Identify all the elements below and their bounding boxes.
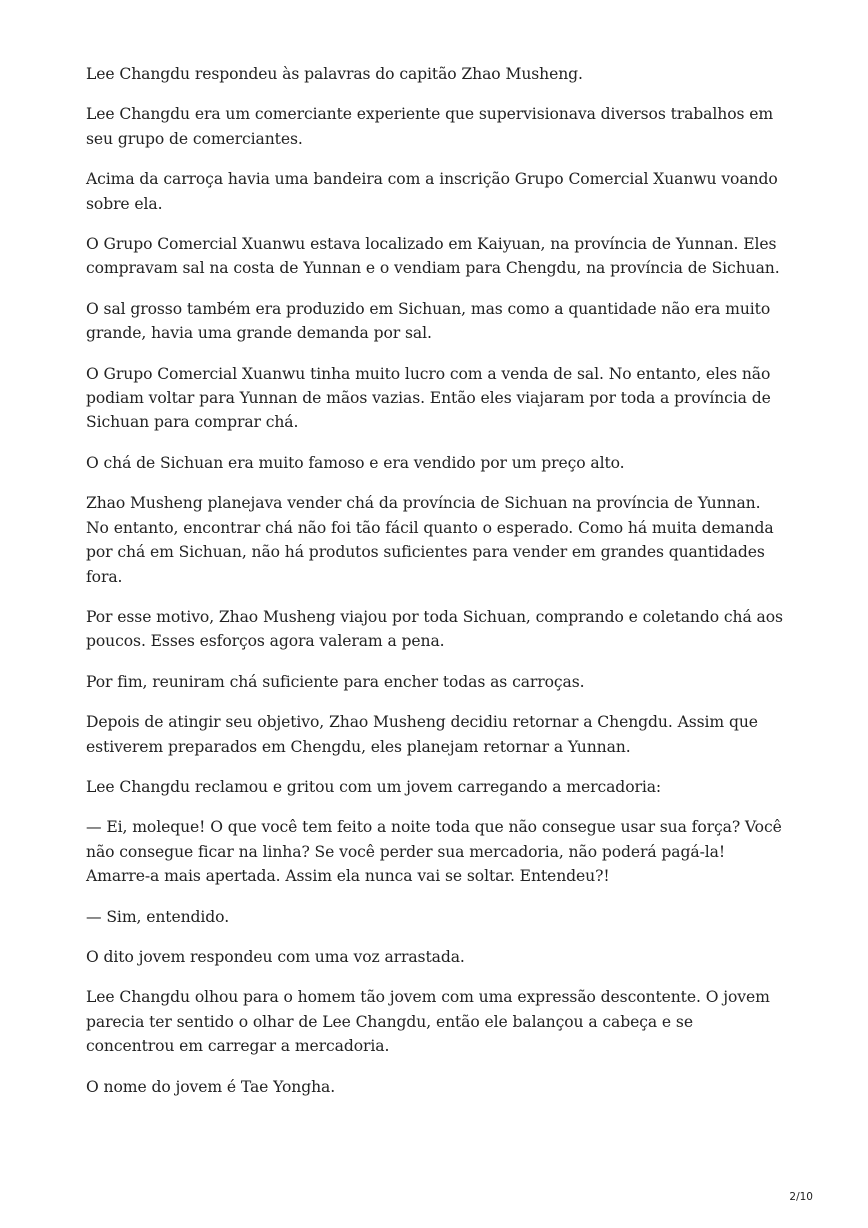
paragraph: Por fim, reuniram chá suficiente para encher todas as carroças.	[86, 672, 585, 691]
page-number: 2/10	[789, 1191, 813, 1203]
paragraph: O Grupo Comercial Xuanwu estava localizado em Kaiyuan, na província de Yunnan. Eles compravam sal na costa de Yunnan e o vendiam para Chengdu, na província de Sichuan.	[86, 235, 780, 278]
paragraph: Lee Changdu respondeu às palavras do capitão Zhao Musheng.	[86, 65, 583, 83]
paragraph: O dito jovem respondeu com uma voz arrastada.	[86, 947, 465, 966]
paragraph: Acima da carroça havia uma bandeira com a inscrição Grupo Comercial Xuanwu voando sobre ela.	[86, 170, 778, 213]
paragraph: Depois de atingir seu objetivo, Zhao Musheng decidiu retornar a Chengdu. Assim que estiverem preparados em Chengdu, eles planejam retornar a Yunnan.	[86, 713, 758, 756]
paragraph: Lee Changdu era um comerciante experiente que supervisionava diversos trabalhos em seu grupo de comerciantes.	[86, 105, 774, 148]
paragraph: O Grupo Comercial Xuanwu tinha muito lucro com a venda de sal. No entanto, eles não podiam voltar para Yunnan de mãos vazias. Então eles viajaram por toda a província de Sichuan para comprar chá.	[86, 364, 771, 432]
paragraph: O chá de Sichuan era muito famoso e era vendido por um preço alto.	[86, 453, 625, 472]
document-body	[86, 62, 786, 1115]
paragraph: Lee Changdu olhou para o homem tão jovem com uma expressão descontente. O jovem parecia ter sentido o olhar de Lee Changdu, então ele balançou a cabeça e se concentrou em carregar a mercadoria.	[86, 988, 770, 1056]
paragraph: — Ei, moleque! O que você tem feito a noite toda que não consegue usar sua força? Você não consegue ficar na linha? Se você perder sua mercadoria, não poderá pagá-la! Amarre-a mais apertada. Assim ela nunca vai se soltar. Entendeu?!	[86, 818, 782, 886]
paragraph: — Sim, entendido.	[86, 907, 230, 926]
paragraph: O sal grosso também era produzido em Sichuan, mas como a quantidade não era muito grande, havia uma grande demanda por sal.	[86, 299, 771, 343]
paragraph: Por esse motivo, Zhao Musheng viajou por toda Sichuan, comprando e coletando chá aos poucos. Esses esforços agora valeram a pena.	[86, 607, 783, 651]
paragraph: Lee Changdu reclamou e gritou com um jovem carregando a mercadoria:	[86, 777, 662, 796]
paragraph: O nome do jovem é Tae Yongha.	[86, 1077, 336, 1096]
paragraph: Zhao Musheng planejava vender chá da província de Sichuan na província de Yunnan. No entanto, encontrar chá não foi tão fácil quanto o esperado. Como há muita demanda por chá em Sichuan, não há produtos suficientes para vender em grandes quantidades fora.	[86, 494, 774, 586]
